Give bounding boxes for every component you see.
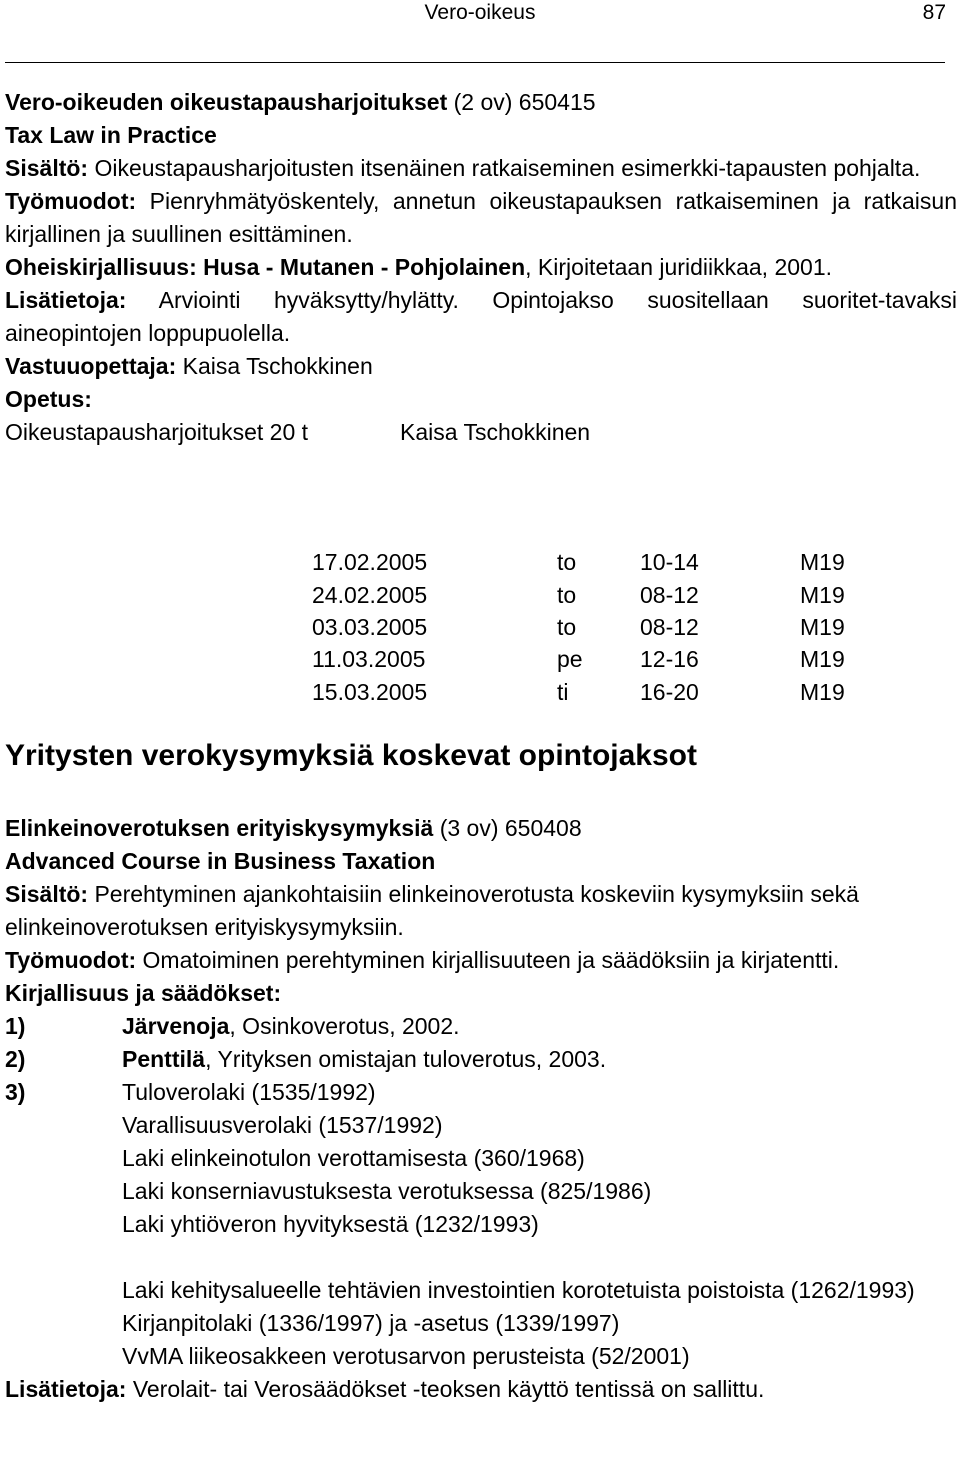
schedule-table bbox=[312, 546, 880, 708]
course-2-literature-label: Kirjallisuus ja säädökset: bbox=[5, 980, 282, 1006]
course-2-english: Advanced Course in Business Taxation bbox=[5, 848, 436, 874]
schedule-row bbox=[312, 643, 880, 675]
course-1-info: Lisätietoja: Arviointi hyväksytty/hylätty. Opintojakso suositellaan suoritet-tavaksi aineopintojen loppupuolella. bbox=[5, 287, 957, 346]
schedule-day: to bbox=[557, 581, 577, 608]
course-1-teaching-label: Opetus: bbox=[5, 386, 92, 412]
literature-list bbox=[5, 1010, 960, 1076]
schedule-time: 08-12 bbox=[640, 581, 699, 608]
course-2-content: Sisältö: Perehtyminen ajankohtaisiin elinkeinoverotusta koskeviin kysymyksiin sekä elinkeinoverotuksen erityiskysymyksiin. bbox=[5, 881, 859, 940]
course-1-title: Vero-oikeuden oikeustapausharjoitukset (2 ov) 650415 bbox=[5, 89, 596, 115]
course-1 bbox=[5, 86, 960, 449]
law-item: Laki elinkeinotulon verottamisesta (360/1968) bbox=[122, 1145, 585, 1171]
schedule-time: 08-12 bbox=[640, 613, 699, 640]
schedule-row bbox=[312, 578, 880, 610]
schedule-date: 24.02.2005 bbox=[312, 581, 428, 608]
section-heading: Yritysten verokysymyksiä koskevat opintojaksot bbox=[5, 739, 697, 772]
header-rule bbox=[5, 62, 945, 63]
page-header bbox=[0, 0, 960, 30]
course-2-info: Lisätietoja: Verolait- tai Verosäädökset -teoksen käyttö tentissä on sallittu. bbox=[5, 1376, 765, 1402]
schedule-row bbox=[312, 546, 880, 578]
schedule-date: 11.03.2005 bbox=[312, 646, 426, 673]
course-1-content: Sisältö: Oikeustapausharjoitusten itsenäinen ratkaiseminen esimerkki-tapausten pohjalta. bbox=[5, 155, 921, 181]
schedule-room: M19 bbox=[800, 646, 845, 673]
schedule-date: 17.02.2005 bbox=[312, 549, 428, 576]
literature-item-3: 3) Tuloverolaki (1535/1992) bbox=[5, 1079, 376, 1105]
course-2 bbox=[5, 812, 960, 1406]
schedule-day: to bbox=[557, 549, 577, 576]
schedule-time: 10-14 bbox=[640, 549, 699, 576]
schedule-room: M19 bbox=[800, 678, 845, 705]
law-item: Laki kehitysalueelle tehtävien investointien korotetuista poistoista (1262/1993) bbox=[122, 1277, 915, 1303]
running-title: Vero-oikeus bbox=[424, 1, 536, 24]
literature-item: 2) Penttilä, Yrityksen omistajan tuloverotus, 2003. bbox=[5, 1046, 607, 1072]
course-2-title: Elinkeinoverotuksen erityiskysymyksiä (3 ov) 650408 bbox=[5, 815, 582, 841]
schedule-day: pe bbox=[557, 646, 583, 673]
schedule-room: M19 bbox=[800, 613, 845, 640]
course-1-teaching: Oikeustapausharjoitukset 20 t Kaisa Tschokkinen bbox=[5, 419, 591, 445]
schedule-row bbox=[312, 676, 880, 708]
schedule-date: 03.03.2005 bbox=[312, 613, 428, 640]
course-1-literature: Oheiskirjallisuus: Husa - Mutanen - Pohjolainen, Kirjoitetaan juridiikkaa, 2001. bbox=[5, 254, 832, 280]
law-item: Varallisuusverolaki (1537/1992) bbox=[122, 1112, 443, 1138]
schedule-time: 12-16 bbox=[640, 646, 699, 673]
law-item: Laki yhtiöveron hyvityksestä (1232/1993) bbox=[122, 1211, 539, 1237]
schedule-room: M19 bbox=[800, 549, 845, 576]
course-1-teacher: Vastuuopettaja: Kaisa Tschokkinen bbox=[5, 353, 373, 379]
schedule-time: 16-20 bbox=[640, 678, 699, 705]
course-1-english: Tax Law in Practice bbox=[5, 122, 217, 148]
schedule-room: M19 bbox=[800, 581, 845, 608]
law-item: Kirjanpitolaki (1336/1997) ja -asetus (1339/1997) bbox=[122, 1310, 620, 1336]
course-2-methods: Työmuodot: Omatoiminen perehtyminen kirjallisuuteen ja säädöksiin ja kirjatentti. bbox=[5, 947, 840, 973]
schedule-date: 15.03.2005 bbox=[312, 678, 428, 705]
law-item: Laki konserniavustuksesta verotuksessa (825/1986) bbox=[122, 1178, 652, 1204]
schedule-day: to bbox=[557, 613, 577, 640]
schedule-day: ti bbox=[557, 678, 569, 705]
course-1-methods: Työmuodot: Pienryhmätyöskentely, annetun oikeustapauksen ratkaiseminen ja ratkaisun kirjallinen ja suullinen esittäminen. bbox=[5, 188, 957, 247]
page-number: 87 bbox=[922, 1, 946, 24]
literature-item: 1) Järvenoja, Osinkoverotus, 2002. bbox=[5, 1013, 460, 1039]
laws-list bbox=[5, 1109, 960, 1241]
laws-list-2 bbox=[5, 1274, 960, 1373]
schedule-row bbox=[312, 611, 880, 643]
law-item: VvMA liikeosakkeen verotusarvon perusteista (52/2001) bbox=[122, 1343, 690, 1369]
